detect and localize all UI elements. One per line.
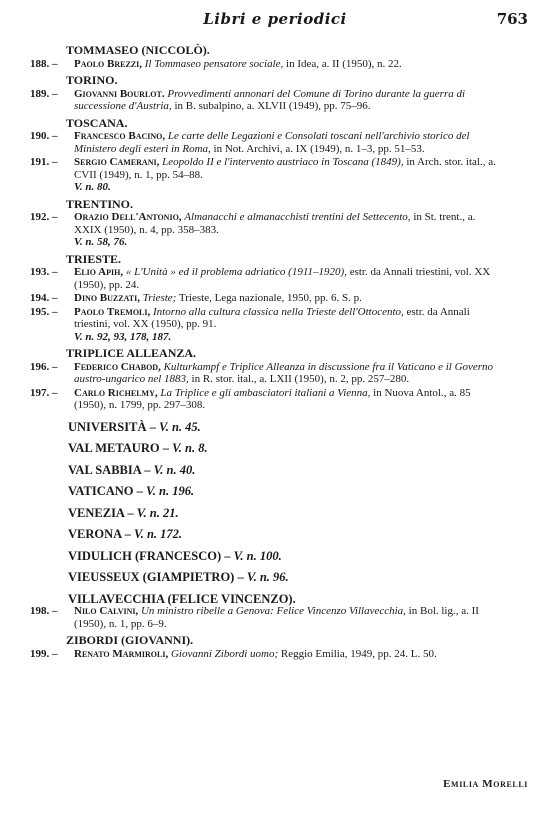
bibliography-entry: [30, 266, 500, 291]
entry-number: 194. –: [30, 292, 58, 304]
entry-author: Giovanni Bourlot.: [74, 87, 165, 100]
entry-number: 198. –: [30, 605, 58, 617]
entry-title: Il Tommaseo pensatore sociale,: [144, 57, 284, 70]
cross-reference-subject: VAL METAURO –: [68, 441, 169, 455]
cross-reference-target: V. n. 21.: [136, 505, 179, 520]
entry-publication: in Nuova Antol., a. 85 (1950), n. 1799, pp. 297–308.: [74, 386, 471, 411]
cross-reference: [68, 485, 500, 498]
bibliography-entry: [30, 211, 500, 249]
entry-author: Federico Chabod,: [74, 360, 161, 373]
entry-number: 195. –: [30, 305, 58, 318]
entry-title: Kulturkampf e Triplice Alleanza in discussione fra il Vaticano e il Governo austro-ungarico nel 1883,: [74, 360, 494, 385]
entry-publication: Trieste, Lega nazionale, 1950, pp. 6. S. p.: [178, 292, 362, 304]
entry-author: Carlo Richelmy,: [74, 386, 158, 399]
entry-number: 197. –: [30, 386, 58, 399]
entry-number: 196. –: [30, 360, 58, 373]
cross-reference-subject: VIDULICH (FRANCESCO) –: [68, 548, 231, 563]
bibliography-entry: [30, 88, 500, 113]
section-heading: TORINO.: [66, 73, 118, 87]
cross-reference-subject: VERONA –: [68, 527, 131, 541]
bibliography-entry: [30, 58, 500, 71]
bibliography-entry: [30, 648, 500, 661]
section-heading: ZIBORDI (GIOVANNI).: [66, 633, 194, 647]
page-header: [0, 10, 550, 32]
entry-see-also: V. n. 58, 76.: [74, 236, 128, 248]
cross-reference-target: V. n. 40.: [153, 462, 196, 477]
entry-author: Francesco Bacino,: [74, 130, 166, 142]
entry-publication: in B. subalpino, a. XLVII (1949), pp. 75–96.: [174, 100, 371, 112]
bibliography-entry: [30, 605, 500, 630]
entry-title: Almanacchi e almanacchisti trentini del Settecento,: [184, 211, 411, 223]
entry-publication: estr. da Annali triestini, vol. XX (1950), pp. 24.: [74, 266, 491, 291]
cross-reference: [68, 528, 500, 541]
bibliography-entry: [30, 306, 500, 344]
bibliography-entry: [30, 387, 500, 412]
section-heading: TOMMASEO (NICCOLÒ).: [66, 43, 210, 57]
entry-number: 199. –: [30, 647, 58, 660]
entry-title: Trieste;: [142, 292, 177, 304]
entry-author: Nilo Calvini,: [74, 605, 139, 617]
cross-reference-target: V. n. 100.: [233, 548, 282, 563]
entry-publication: Reggio Emilia, 1949, pp. 24. L. 50.: [280, 647, 437, 660]
entry-number: 188. –: [30, 57, 58, 70]
entry-title: Giovanni Zibordi uomo;: [170, 647, 279, 660]
entry-number: 191. –: [30, 156, 58, 168]
entry-author: Paolo Brezzi,: [74, 57, 143, 70]
cross-reference-subject: VIEUSSEUX (GIAMPIETRO) –: [68, 570, 244, 584]
entry-publication: in Idea, a. II (1950), n. 22.: [286, 57, 402, 70]
running-title: Libri e periodici: [203, 10, 347, 28]
entry-title: Provvedimenti annonari del Comune di Torino durante la guerra di successione d'Austria,: [74, 87, 466, 112]
cross-reference-subject: VAL SABBIA –: [68, 462, 151, 477]
bibliography-list: [30, 40, 500, 661]
entry-title: Un ministro ribelle a Genova: Felice Vincenzo Villavecchia,: [140, 605, 406, 617]
entry-author: Sergio Camerani,: [74, 156, 160, 168]
entry-publication: in Bol. lig., a. II (1950), n. 1, pp. 6–9.: [74, 605, 479, 630]
cross-reference-target: V. n. 196.: [146, 484, 195, 498]
cross-reference: [68, 421, 500, 434]
section-heading: TOSCANA.: [66, 115, 128, 130]
bibliography-entry: [30, 130, 500, 155]
entry-author: Paolo Tremoli,: [74, 305, 151, 318]
bibliography-entry: [30, 292, 500, 305]
cross-reference: [68, 442, 500, 455]
entry-publication: in St. trent., a. XXIX (1950), n. 4, pp. 358–383.: [74, 211, 476, 236]
bibliography-entry: [30, 361, 500, 386]
entry-title: La Triplice e gli ambasciatori italiani a Vienna,: [160, 386, 371, 399]
entry-author: Renato Marmiroli,: [74, 647, 169, 660]
entry-see-also: V. n. 80.: [74, 181, 111, 193]
entry-number: 190. –: [30, 130, 58, 142]
cross-reference-target: V. n. 8.: [172, 441, 208, 455]
entry-title: « L'Unità » ed il problema adriatico (1911–1920),: [125, 266, 347, 278]
section-heading: TRIESTE.: [66, 251, 122, 266]
entry-author: Dino Buzzati,: [74, 292, 140, 304]
cross-reference: [68, 464, 500, 477]
cross-reference: [68, 571, 500, 584]
cross-reference: [68, 593, 500, 606]
cross-reference-subject: VILLAVECCHIA (FELICE VINCENZO).: [68, 591, 296, 606]
page-number: 763: [496, 10, 528, 28]
entry-publication: in R. stor. ital., a. LXII (1950), n. 2, pp. 257–280.: [191, 373, 410, 385]
entry-title: Leopoldo II e l'intervento austriaco in Toscana (1849),: [162, 156, 404, 168]
entry-publication: estr. da Annali triestini, vol. XX (1950), pp. 91.: [74, 305, 470, 330]
entry-number: 189. –: [30, 87, 58, 100]
bibliography-entry: [30, 156, 500, 194]
cross-reference-target: V. n. 45.: [159, 419, 201, 434]
entry-number: 192. –: [30, 211, 58, 223]
entry-author: Orazio Dell'Antonio,: [74, 211, 182, 223]
cross-reference-subject: VENEZIA –: [68, 505, 134, 520]
cross-reference-target: V. n. 172.: [133, 527, 183, 541]
cross-reference-target: V. n. 96.: [246, 570, 289, 584]
cross-reference-subject: UNIVERSITÀ –: [68, 419, 156, 434]
entry-see-also: V. n. 92, 93, 178, 187.: [74, 330, 172, 343]
entry-publication: in Not. Archivi, a. IX (1949), n. 1–3, pp. 51–53.: [213, 142, 425, 155]
entry-title: Le carte delle Legazioni e Consolati toscani nell'archivio storico del Ministero degli esteri in Roma,: [74, 130, 470, 155]
cross-reference: [68, 507, 500, 520]
entry-number: 193. –: [30, 266, 58, 278]
entry-author: Elio Apih,: [74, 266, 124, 278]
cross-reference-subject: VATICANO –: [68, 484, 143, 498]
entry-publication: in Arch. stor. ital., a. CVII (1949), n. 1, pp. 54–88.: [74, 156, 496, 181]
section-heading: TRIPLICE ALLEANZA.: [66, 346, 197, 360]
cross-reference: [68, 550, 500, 563]
author-signature: Emilia Morelli: [443, 778, 528, 790]
section-heading: TRENTINO.: [66, 196, 134, 211]
entry-title: Intorno alla cultura classica nella Trieste dell'Ottocento,: [153, 305, 404, 318]
